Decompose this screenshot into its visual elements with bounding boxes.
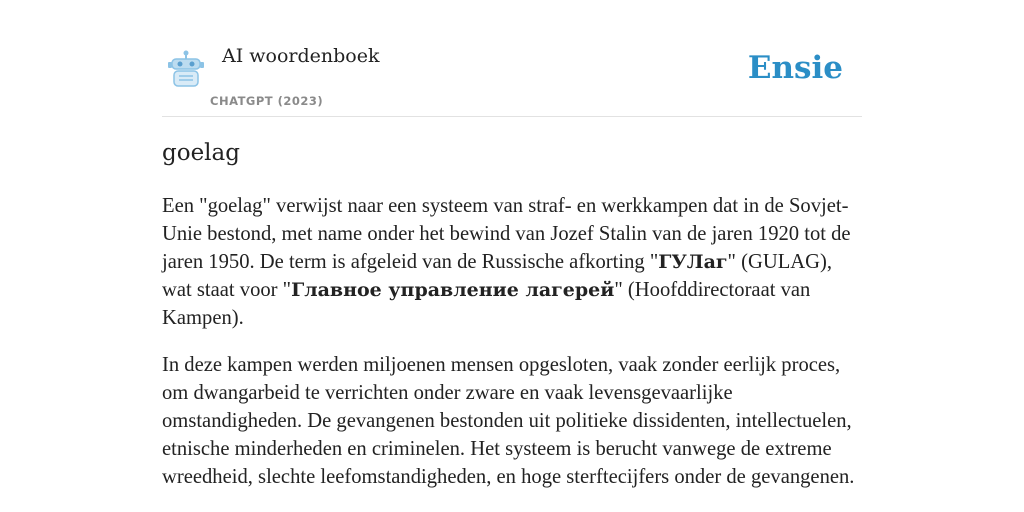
entry-content	[162, 192, 866, 510]
source-subtitle: CHATGPT (2023)	[210, 94, 324, 108]
russian-full-name: Главное управление лагерей	[291, 279, 615, 301]
definition-paragraph-1	[162, 192, 866, 332]
russian-abbreviation: ГУЛаг	[658, 251, 728, 273]
definition-paragraph-2: In deze kampen werden miljoenen mensen opgesloten, vaak zonder eerlijk proces, om dwangarbeid te verrichten onder zware en vaak levensgevaarlijke omstandigheden. De gevangenen bestonden uit politieke dissidenten, intellectuelen, etnische minderheden en criminelen. Het systeem is berucht vanwege de extreme wreedheid, slechte leefomstandigheden, en hoge sterftecijfers onder de gevangenen.	[162, 354, 855, 488]
brand-logo[interactable]: Ensie	[747, 50, 843, 86]
paragraph-text: " (GULAG), wat staat voor "	[162, 251, 833, 301]
entry-header	[162, 0, 862, 117]
entry-term: goelag	[162, 140, 240, 166]
robot-icon	[166, 50, 206, 90]
source-title[interactable]: AI woordenboek	[222, 45, 380, 67]
paragraph-text: Een "goelag" verwijst naar een systeem van straf- en werkkampen dat in de Sovjet-Unie bestond, met name onder het bewind van Jozef Stalin van de jaren 1920 tot de jaren 1950. De term is afgeleid van de Russische afkorting "	[162, 195, 851, 273]
paragraph-text: " (Hoofddirectoraat van Kampen).	[162, 279, 811, 329]
